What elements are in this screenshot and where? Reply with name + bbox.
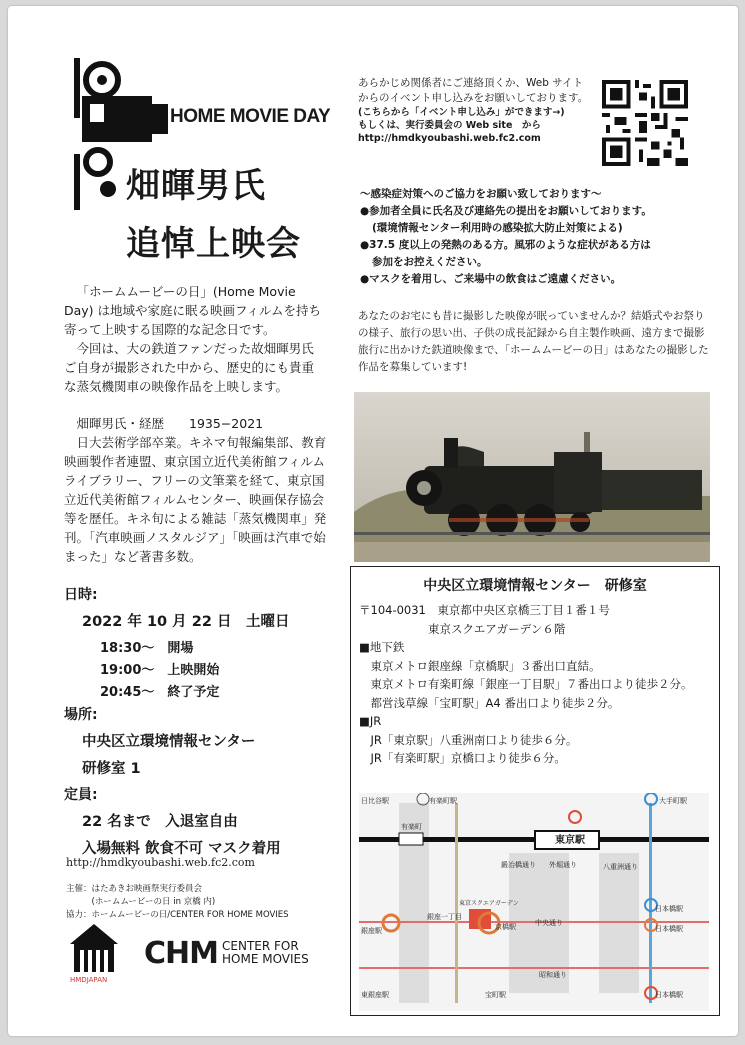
map-label-ginza: 銀座駅 <box>361 927 382 935</box>
capacity: 22 名まで 入退室自由 <box>82 814 238 830</box>
access-line: 都営浅草線「宝町駅」A4 番出口より徒歩２分。 <box>359 695 620 710</box>
chm-line2: HOME MOVIES <box>222 952 309 966</box>
event-date: 2022 年 10 月 22 日 土曜日 <box>82 614 290 630</box>
intro-p1: 「ホームムービーの日」(Home Movie Day) は地域や家庭に眠る映画フィルムを持ち寄って上映する国際的な記念日です。 <box>64 284 322 337</box>
map-label-tokyo: 東京駅 <box>555 835 585 846</box>
call-for-films: あなたのお宅にも昔に撮影した映像が眠っていませんか？結婚式やお祭りの様子、旅行の思い出、子供の成長記録から自主製作映画、遠方まで撮影旅行に出かけた鉄道映像まで、「ホームムービーの日」はあなたの撮影した作品を募集しています! <box>358 310 709 373</box>
date-label: 日時: <box>64 587 98 603</box>
place-line1: 中央区立環境情報センター <box>82 734 256 750</box>
covid-item: ●37.5 度以上の発熱のある方。風邪のような症状がある方は <box>360 239 651 251</box>
chm-logo-text <box>222 940 309 966</box>
access-line: JR「東京駅」八重洲南口より徒歩６分。 <box>359 732 578 747</box>
time-start: 19:00〜 上映開始 <box>100 663 220 678</box>
time-open: 18:30〜 開場 <box>100 641 194 656</box>
place-label: 場所: <box>64 707 98 723</box>
logo-text: HOME MOVIE DAY <box>170 106 331 127</box>
title-line1: 畑暉男氏 <box>126 166 266 206</box>
bio-heading: 畑暉男氏・経歴 1935−2021 <box>76 416 264 431</box>
access-line: 〒104-0031 東京都中央区京橋三丁目１番１号 <box>359 603 610 617</box>
map-label-chuodori: 中央通り <box>535 919 563 927</box>
venue-access <box>359 601 715 768</box>
map-label-kyobashi: 京橋駅 <box>495 923 516 931</box>
access-line: 東京メトロ銀座線「京橋駅」３番出口直結。 <box>359 658 601 673</box>
place-line2: 研修室 1 <box>82 761 141 777</box>
bio-body: 日大芸術学部卒業。キネマ旬報編集部、教育映画製作者連盟、東京国立近代美術館フィルムライブラリー、フリーの文筆業を経て、東京国立近代美術館フィルムセンター、映画保存協会 等を歴任。キネ旬による雑誌「蒸気機関車」発刊。「汽車映画ノスタルジア」「映画は汽車で始まった」など著書多数。 <box>64 435 337 564</box>
covid-notice <box>360 186 710 288</box>
bio <box>64 414 337 566</box>
access-line: 東京スクエアガーデン６階 <box>359 621 566 636</box>
registration-note2: もしくは、実行委員会の Web site から <box>358 120 541 131</box>
registration-text: あらかじめ関係者にご連絡頂くか、Web サイトからのイベント申し込みをお願いしております。 <box>358 77 589 104</box>
event-info <box>64 580 354 864</box>
map-label-square: 東京スクエアガーデン <box>459 900 519 907</box>
access-line: 東京メトロ有楽町線「銀座一丁目駅」７番出口より徒歩２分。 <box>359 677 693 691</box>
map-label-takaracho: 宝町駅 <box>485 991 506 999</box>
map-label-higashiginza: 東銀座駅 <box>361 991 389 999</box>
event-notes: 入場無料 飲食不可 マスク着用 <box>82 841 281 857</box>
map-label-nihonbashi3: 日本橋駅 <box>655 991 683 999</box>
access-line: JR「有楽町駅」京橋口より徒歩６分。 <box>359 751 566 765</box>
registration <box>358 76 592 145</box>
registration-note1: (こちらから「イベント申し込み」ができます→) <box>358 107 565 118</box>
hmd-japan-text: HMDJAPAN <box>70 976 108 984</box>
map-label-ginza1: 銀座一丁目 <box>427 913 462 921</box>
chm-logo-mark: CHM <box>144 936 218 971</box>
venue-box <box>350 566 720 1016</box>
map-label-hibiya: 日比谷駅 <box>361 797 389 805</box>
covid-item: ●マスクを着用し、ご来場中の飲食はご遠慮ください。 <box>360 273 622 285</box>
map-label-otemachi: 大手町駅 <box>659 797 687 805</box>
chm-line1: CENTER FOR <box>222 939 299 953</box>
covid-item: 参加をお控えください。 <box>372 256 488 268</box>
title-line2: 追悼上映会 <box>126 224 301 264</box>
access-line: ■JR <box>359 714 382 728</box>
organizers <box>66 883 289 922</box>
map-label-yaesu: 八重洲通り <box>603 863 638 871</box>
venue-title: 中央区立環境情報センター 研修室 <box>423 578 647 594</box>
access-line: ■地下鉄 <box>359 640 405 654</box>
hmd-japan-logo <box>66 922 122 984</box>
covid-item: ●参加者全員に氏名及び連絡先の提出をお願いしております。 <box>360 205 652 217</box>
intro <box>64 282 326 396</box>
time-end: 20:45〜 終了予定 <box>100 685 220 700</box>
map-label-yurakucho: 有楽町駅 <box>429 797 457 805</box>
registration-url[interactable]: http://hmdkyoubashi.web.fc2.com <box>358 133 541 144</box>
map-label-sotobori: 外堀通り <box>549 861 577 869</box>
map-label-nihonbashi2: 日本橋駅 <box>655 925 683 933</box>
organizer-line: (ホームムービーの日 in 京橋 内) <box>66 897 216 907</box>
steam-locomotive-photo <box>354 392 710 562</box>
qr-code[interactable] <box>602 80 688 166</box>
covid-heading: 〜感染症対策へのご協力をお願い致しております〜 <box>360 188 602 200</box>
map-label-kajibashi: 鍛冶橋通り <box>501 861 536 869</box>
map-label-nihonbashi1: 日本橋駅 <box>655 905 683 913</box>
map-label-yurakucho2: 有楽町 <box>401 823 422 831</box>
website-url[interactable]: http://hmdkyoubashi.web.fc2.com <box>66 856 255 869</box>
organizer-line: 主催：はたあきお映画祭実行委員会 <box>66 884 203 894</box>
access-map <box>359 793 709 1011</box>
flyer-sheet <box>8 6 738 1036</box>
capacity-label: 定員: <box>64 787 98 803</box>
map-label-showa: 昭和通り <box>539 971 567 979</box>
covid-item: (環境情報センター利用時の感染拡大防止対策による) <box>372 222 623 234</box>
intro-p2: 今回は、大の鉄道ファンだった故畑暉男氏ご自身が撮影された中から、歴史的にも貴重な蒸気機関車の映像作品を上映します。 <box>64 341 315 394</box>
organizer-line: 協力：ホームムービーの日/CENTER FOR HOME MOVIES <box>66 910 289 920</box>
